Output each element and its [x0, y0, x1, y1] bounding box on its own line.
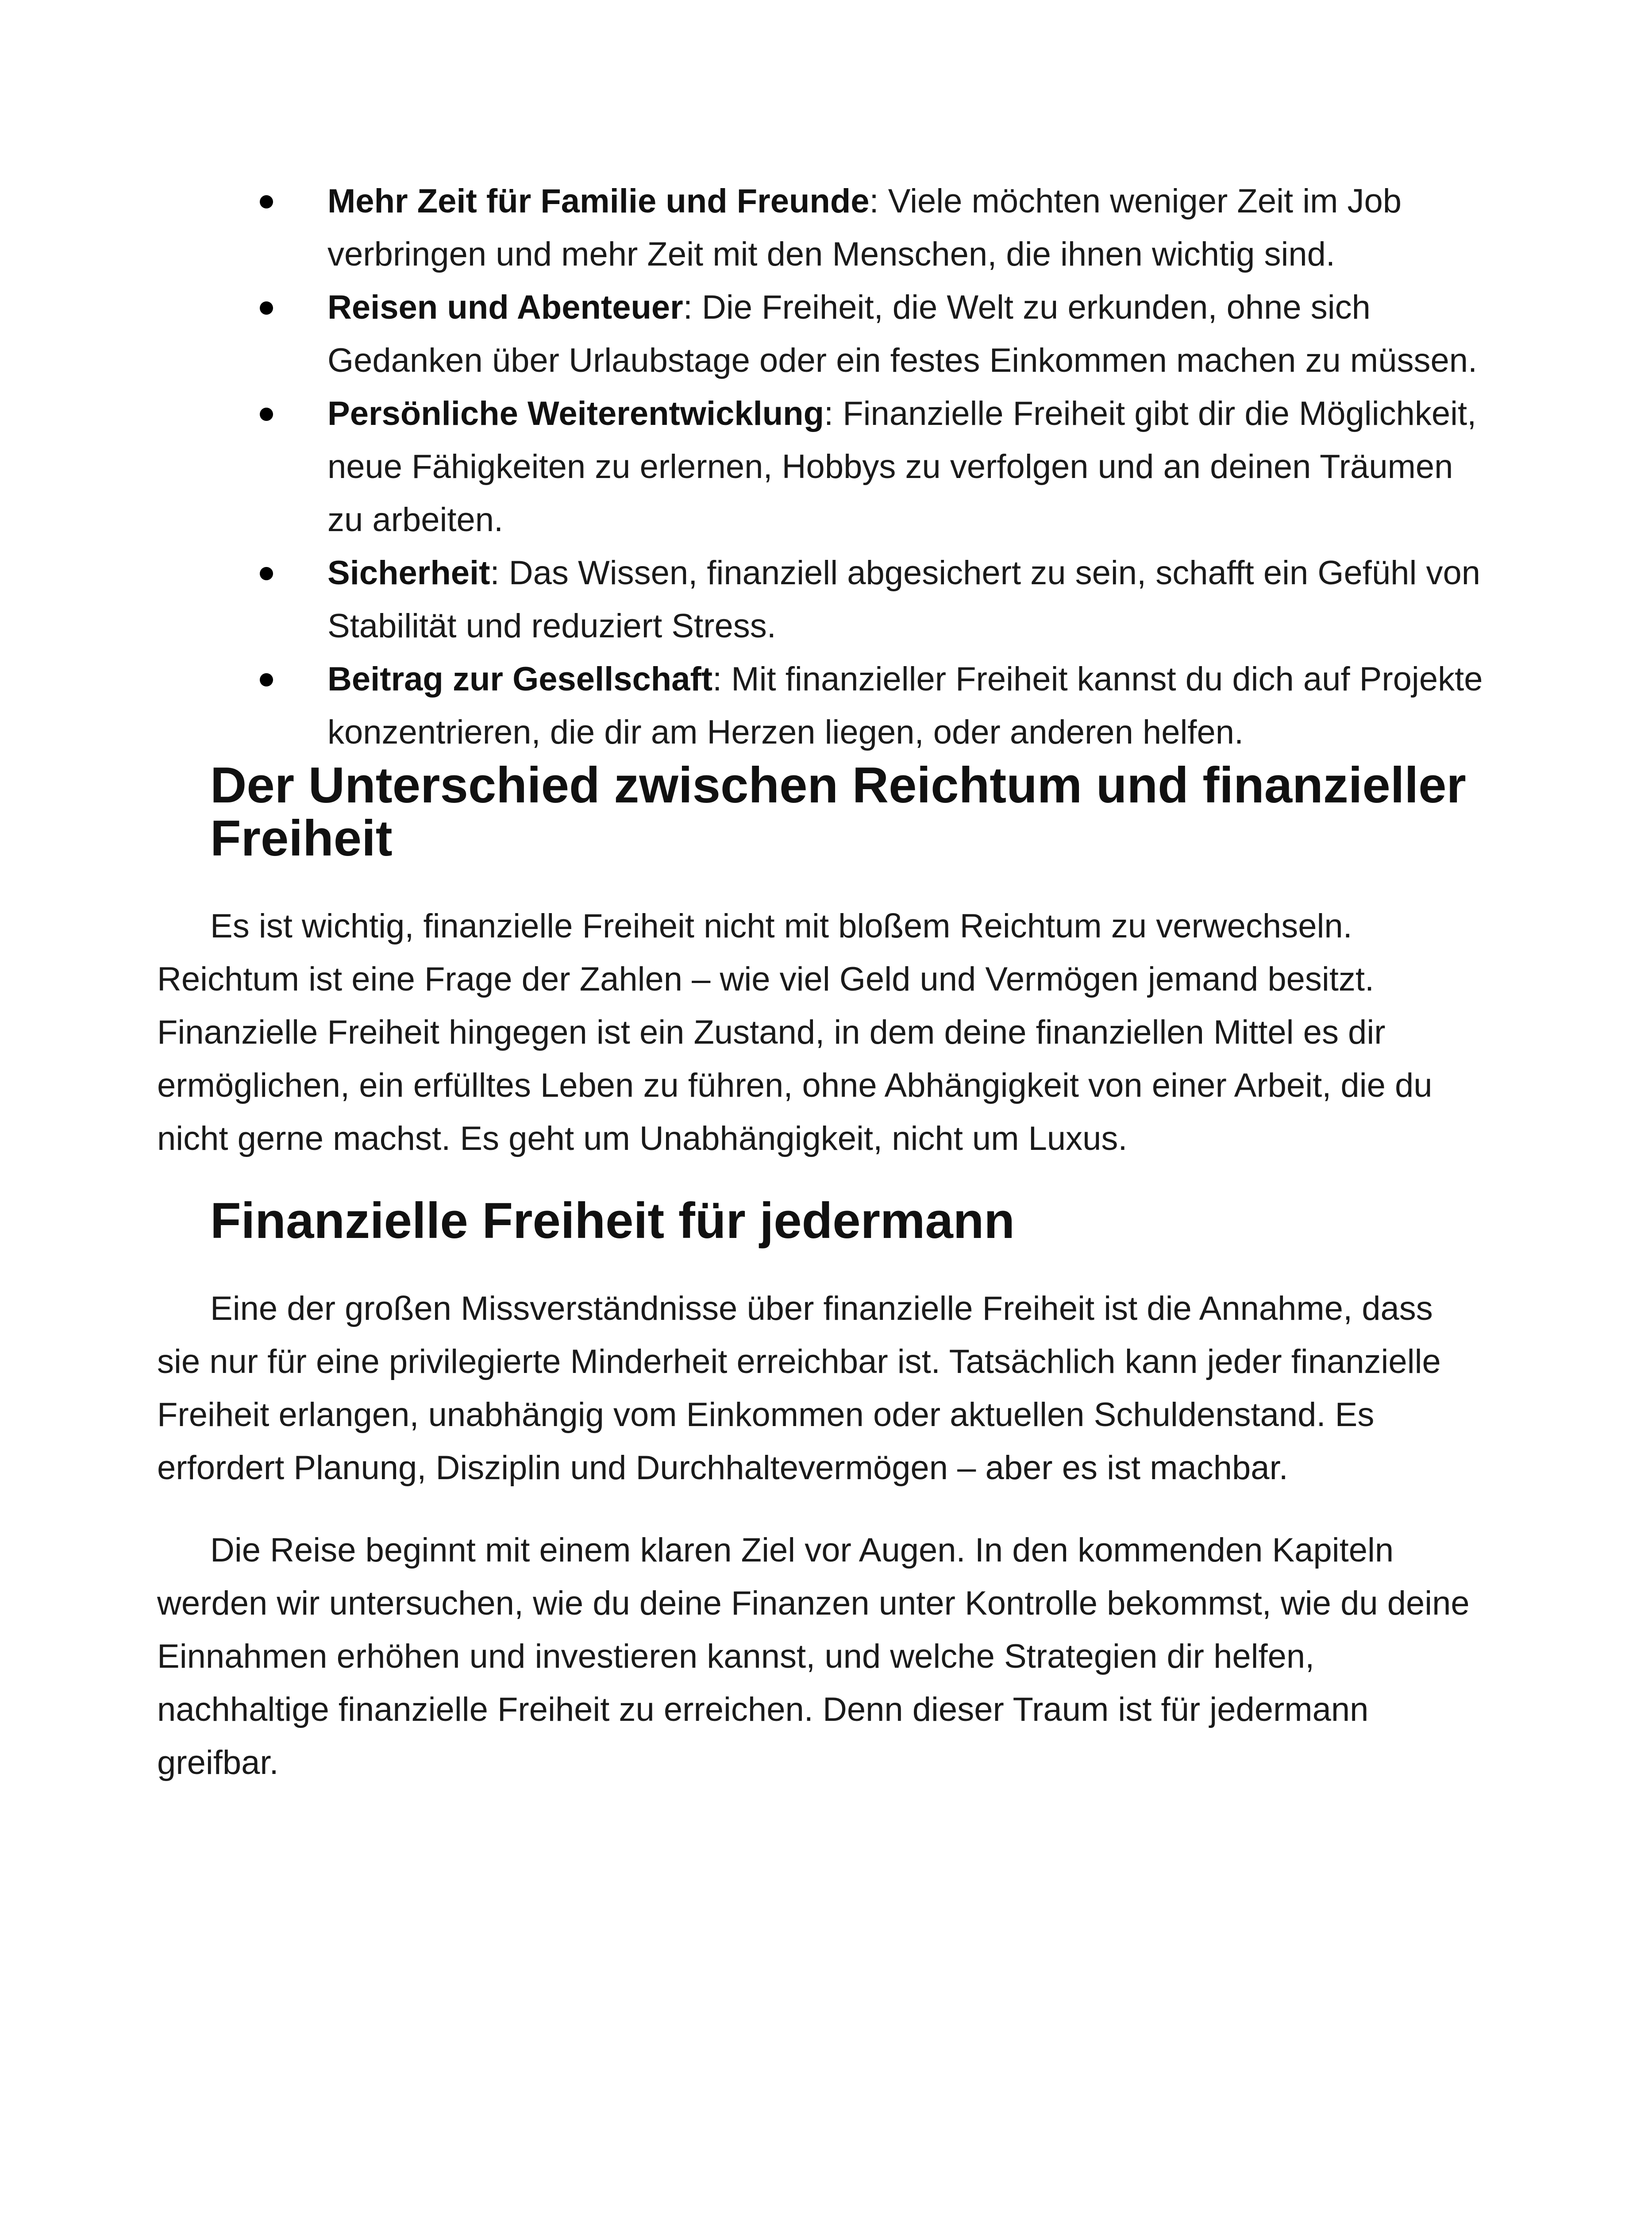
section-heading-wealth-vs-freedom: Der Unterschied zwischen Reichtum und finanzieller Freiheit: [210, 757, 1466, 867]
bullet-text: : Viele möchten weniger Zeit im Job verbringen und mehr Zeit mit den Menschen, die ihnen wichtig sind.: [327, 182, 1402, 273]
paragraph-misconception: Eine der großen Missverständnisse über finanzielle Freiheit ist die Annahme, dass sie nur für eine privilegierte Minderheit erreichbar ist. Tatsächlich kann jeder finanzielle Freiheit erlangen, unabhängig vom Einkommen oder aktuellen Schuldenstand. Es erfordert Planung, Disziplin und Durchhaltevermögen – aber es ist machbar.: [157, 1290, 1441, 1487]
bullet-term: Mehr Zeit für Familie und Freunde: [327, 182, 870, 220]
list-item: [157, 387, 1485, 547]
document-page: [157, 175, 1485, 1789]
benefits-list: [157, 175, 1485, 759]
bullet-term: Persönliche Weiterentwicklung: [327, 395, 824, 432]
bullet-icon: [260, 301, 273, 315]
section-heading-freedom-for-everyone: Finanzielle Freiheit für jedermann: [210, 1193, 1015, 1249]
paragraph-journey: Die Reise beginnt mit einem klaren Ziel vor Augen. In den kommenden Kapiteln werden wir untersuchen, wie du deine Finanzen unter Kontrolle bekommst, wie du deine Einnahmen erhöhen und investieren kannst, und welche Strategien dir helfen, nachhaltige finanzielle Freiheit zu erreichen. Denn dieser Traum ist für jedermann greifbar.: [157, 1531, 1470, 1781]
bullet-icon: [260, 673, 273, 686]
bullet-text: : Mit finanzieller Freiheit kannst du dich auf Projekte konzentrieren, die dir am Herzen liegen, oder anderen helfen.: [327, 660, 1483, 751]
list-item: [157, 547, 1485, 653]
bullet-term: Reisen und Abenteuer: [327, 289, 683, 326]
bullet-text: : Finanzielle Freiheit gibt dir die Möglichkeit, neue Fähigkeiten zu erlernen, Hobbys zu verfolgen und an deinen Träumen zu arbeiten.: [327, 395, 1477, 539]
list-item: [157, 653, 1485, 759]
bullet-icon: [260, 408, 273, 421]
list-item: [157, 175, 1485, 281]
list-item: [157, 281, 1485, 387]
paragraph-wealth-vs-freedom: Es ist wichtig, finanzielle Freiheit nicht mit bloßem Reichtum zu verwechseln. Reichtum ist eine Frage der Zahlen – wie viel Geld und Vermögen jemand besitzt. Finanzielle Freiheit hingegen ist ein Zustand, in dem deine finanziellen Mittel es dir ermöglichen, ein erfülltes Leben zu führen, ohne Abhängigkeit von einer Arbeit, die du nicht gerne machst. Es geht um Unabhängigkeit, nicht um Luxus.: [157, 907, 1433, 1157]
bullet-term: Sicherheit: [327, 554, 490, 592]
bullet-text: : Das Wissen, finanziell abgesichert zu sein, schafft ein Gefühl von Stabilität und reduziert Stress.: [327, 554, 1480, 645]
bullet-text: : Die Freiheit, die Welt zu erkunden, ohne sich Gedanken über Urlaubstage oder ein festes Einkommen machen zu müssen.: [327, 289, 1478, 379]
bullet-term: Beitrag zur Gesellschaft: [327, 660, 713, 698]
bullet-icon: [260, 567, 273, 580]
bullet-icon: [260, 195, 273, 208]
